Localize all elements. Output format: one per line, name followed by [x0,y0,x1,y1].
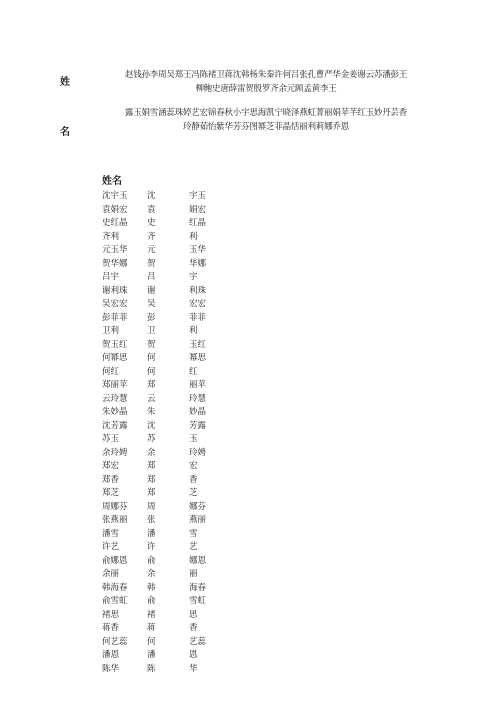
given-name-cell: 艺蕊 [189,636,207,647]
surname-cell: 周 [147,501,156,512]
surname-cell: 卫 [147,326,156,336]
full-name-cell: 元玉华 [102,245,128,255]
list-row [102,649,229,663]
list-row [102,663,229,677]
given-name-cell: 玉 [189,434,198,444]
list-row [102,514,229,528]
given-name-cell: 玉华 [189,245,207,255]
full-name-cell: 余玲娉 [102,447,128,458]
given-name-cell: 利珠 [189,285,207,296]
given-name-cell: 艺 [189,542,198,552]
given-name-cell: 燕丽 [189,515,207,525]
full-name-cell: 郑丽苹 [102,380,128,390]
list-row [102,366,229,380]
full-name-cell: 郑宏 [102,461,120,471]
list-row [102,487,229,501]
surname-cell: 谢 [147,285,156,296]
surname-cell: 吕 [147,272,156,282]
full-name-cell: 周娜芬 [102,501,128,512]
given-name-cell: 香 [189,623,198,633]
given-name-cell: 娜芬 [189,501,207,512]
list-row [102,379,229,393]
surname-cell: 俞 [147,555,156,566]
given-name-cell: 丽 [189,569,198,579]
surname-cell: 沈 [147,191,156,201]
surname-cell: 潘 [147,650,156,660]
surname-cell: 何 [147,366,156,377]
full-name-cell: 褚思 [102,609,120,620]
given-name-cell: 雪虹 [189,596,207,606]
list-row [102,541,229,555]
full-name-cell: 彭菲菲 [102,312,128,323]
list-row [102,433,229,447]
list-row [102,622,229,636]
full-name-cell: 陈华 [102,663,120,674]
full-name-cell: 谢利珠 [102,285,128,296]
list-row [102,474,229,488]
given-name-cell: 红晶 [189,218,207,228]
list-row [102,204,229,218]
full-name-cell: 贺华娜 [102,258,128,269]
list-row [102,217,229,231]
list-row [102,244,229,258]
full-name-cell: 沈芳露 [102,420,128,431]
surname-cell: 何 [147,353,156,363]
full-name-cell: 韩海春 [102,582,128,593]
surname-cell: 余 [147,569,156,579]
surname-cell: 何 [147,636,156,647]
surname-cell: 韩 [147,582,156,593]
list-row [102,393,229,407]
list-row [102,231,229,245]
list-row [102,190,229,204]
surname-cell: 吴 [147,299,156,309]
list-row [102,339,229,353]
name-source-block [60,68,450,156]
list-row [102,460,229,474]
surname-cell: 史 [147,218,156,228]
full-name-cell: 俞雪虹 [102,596,128,606]
full-name-cell: 潘雪 [102,528,120,539]
full-name-cell: 云玲慧 [102,393,128,404]
surname-source-text [82,68,450,96]
surname-cell: 袁 [147,204,156,215]
surname-cell: 元 [147,245,156,255]
surname-cell: 苏 [147,434,156,444]
surname-cell: 郑 [147,488,156,498]
list-row [102,325,229,339]
given-line-2: 玲静茹怡紫华芳芬图幂芝菲晶恬丽利莉娜乔恩 [182,122,349,132]
given-name-cell: 香 [189,474,198,485]
full-name-cell: 郑香 [102,474,120,485]
given-name-cell: 娜恩 [189,555,207,566]
list-row [102,447,229,461]
surname-cell: 蒋 [147,623,156,633]
surname-cell: 郑 [147,461,156,471]
list-row [102,420,229,434]
list-row [102,636,229,650]
label-given-name: 名 [60,127,70,138]
full-name-cell: 贺玉红 [102,339,128,350]
full-name-cell: 齐利 [102,231,120,242]
given-line-1: 露玉娟雪涵蕊珠婷艺宏锦春秋小宇思海凯宁晓泽燕虹菁丽娟苹芊红玉妙丹芸香 [124,108,408,118]
full-name-cell: 何幂思 [102,353,128,363]
full-name-cell: 张燕丽 [102,515,128,525]
surname-cell: 彭 [147,312,156,323]
given-name-cell: 利 [189,231,198,242]
given-name-cell: 宇玉 [189,191,207,201]
list-row [102,312,229,326]
full-name-cell: 郑芝 [102,488,120,498]
given-name-cell: 玉红 [189,339,207,350]
label-surname: 姓 [60,77,70,88]
given-name-cell: 宏 [189,461,198,471]
list-row [102,501,229,515]
given-name-cell: 菲菲 [189,312,207,323]
surname-cell: 郑 [147,474,156,485]
full-name-cell: 何艺蕊 [102,636,128,647]
given-name-cell: 玲慧 [189,393,207,404]
surname-line-1: 赵钱孙李周吴郑王冯陈褚卫蒋沈韩杨朱秦许何吕张孔曹严华金姜谢云苏潘彭王 [124,70,408,80]
surname-row [60,68,450,98]
given-name-cell: 芳露 [189,420,207,431]
surname-cell: 余 [147,447,156,458]
list-row [102,352,229,366]
given-name-cell: 幂思 [189,353,207,363]
full-name-cell: 袁娟宏 [102,204,128,215]
given-name-cell: 雪 [189,528,198,539]
given-name-row [60,106,450,148]
surname-cell: 陈 [147,663,156,674]
full-name-cell: 苏玉 [102,434,120,444]
full-name-cell: 吴宏宏 [102,299,128,309]
given-name-cell: 思 [189,609,198,620]
given-name-cell: 利 [189,326,198,336]
full-name-cell: 吕宇 [102,272,120,282]
name-list [102,190,229,676]
given-name-cell: 海春 [189,582,207,593]
given-name-cell: 华娜 [189,258,207,269]
full-name-cell: 俞娜恩 [102,555,128,566]
full-name-cell: 何红 [102,366,120,377]
given-name-cell: 娟宏 [189,204,207,215]
surname-cell: 许 [147,542,156,552]
given-name-cell: 芝 [189,488,198,498]
full-name-cell: 余丽 [102,569,120,579]
full-name-cell: 朱妙晶 [102,407,128,417]
given-name-cell: 红 [189,366,198,377]
given-name-cell: 丽苹 [189,380,207,390]
full-name-cell: 卫利 [102,326,120,336]
given-name-cell: 玲娉 [189,447,207,458]
surname-cell: 云 [147,393,156,404]
list-row [102,271,229,285]
full-name-cell: 史红晶 [102,218,128,228]
list-row [102,582,229,596]
full-name-cell: 沈宇玉 [102,191,128,201]
list-row [102,555,229,569]
surname-cell: 沈 [147,420,156,431]
surname-cell: 褚 [147,609,156,620]
full-name-cell: 潘恩 [102,650,120,660]
given-name-cell: 华 [189,663,198,674]
surname-line-2: 柳鲍史唐薛雷贺殷罗齐余元顾孟黄李王 [195,84,337,94]
surname-cell: 贺 [147,339,156,350]
full-name-cell: 许艺 [102,542,120,552]
given-name-cell: 妙晶 [189,407,207,417]
given-name-cell: 宇 [189,272,198,282]
full-name-cell: 蒋香 [102,623,120,633]
surname-cell: 郑 [147,380,156,390]
surname-cell: 张 [147,515,156,525]
list-row [102,595,229,609]
surname-cell: 朱 [147,407,156,417]
surname-cell: 俞 [147,596,156,606]
list-row [102,258,229,272]
given-name-cell: 恩 [189,650,198,660]
surname-cell: 潘 [147,528,156,539]
list-row [102,298,229,312]
list-row [102,609,229,623]
list-title: 姓名 [102,176,122,187]
surname-cell: 贺 [147,258,156,269]
surname-cell: 齐 [147,231,156,242]
list-row [102,528,229,542]
list-row [102,406,229,420]
given-name-source-text [82,106,450,134]
list-row [102,568,229,582]
given-name-cell: 宏宏 [189,299,207,309]
list-row [102,285,229,299]
